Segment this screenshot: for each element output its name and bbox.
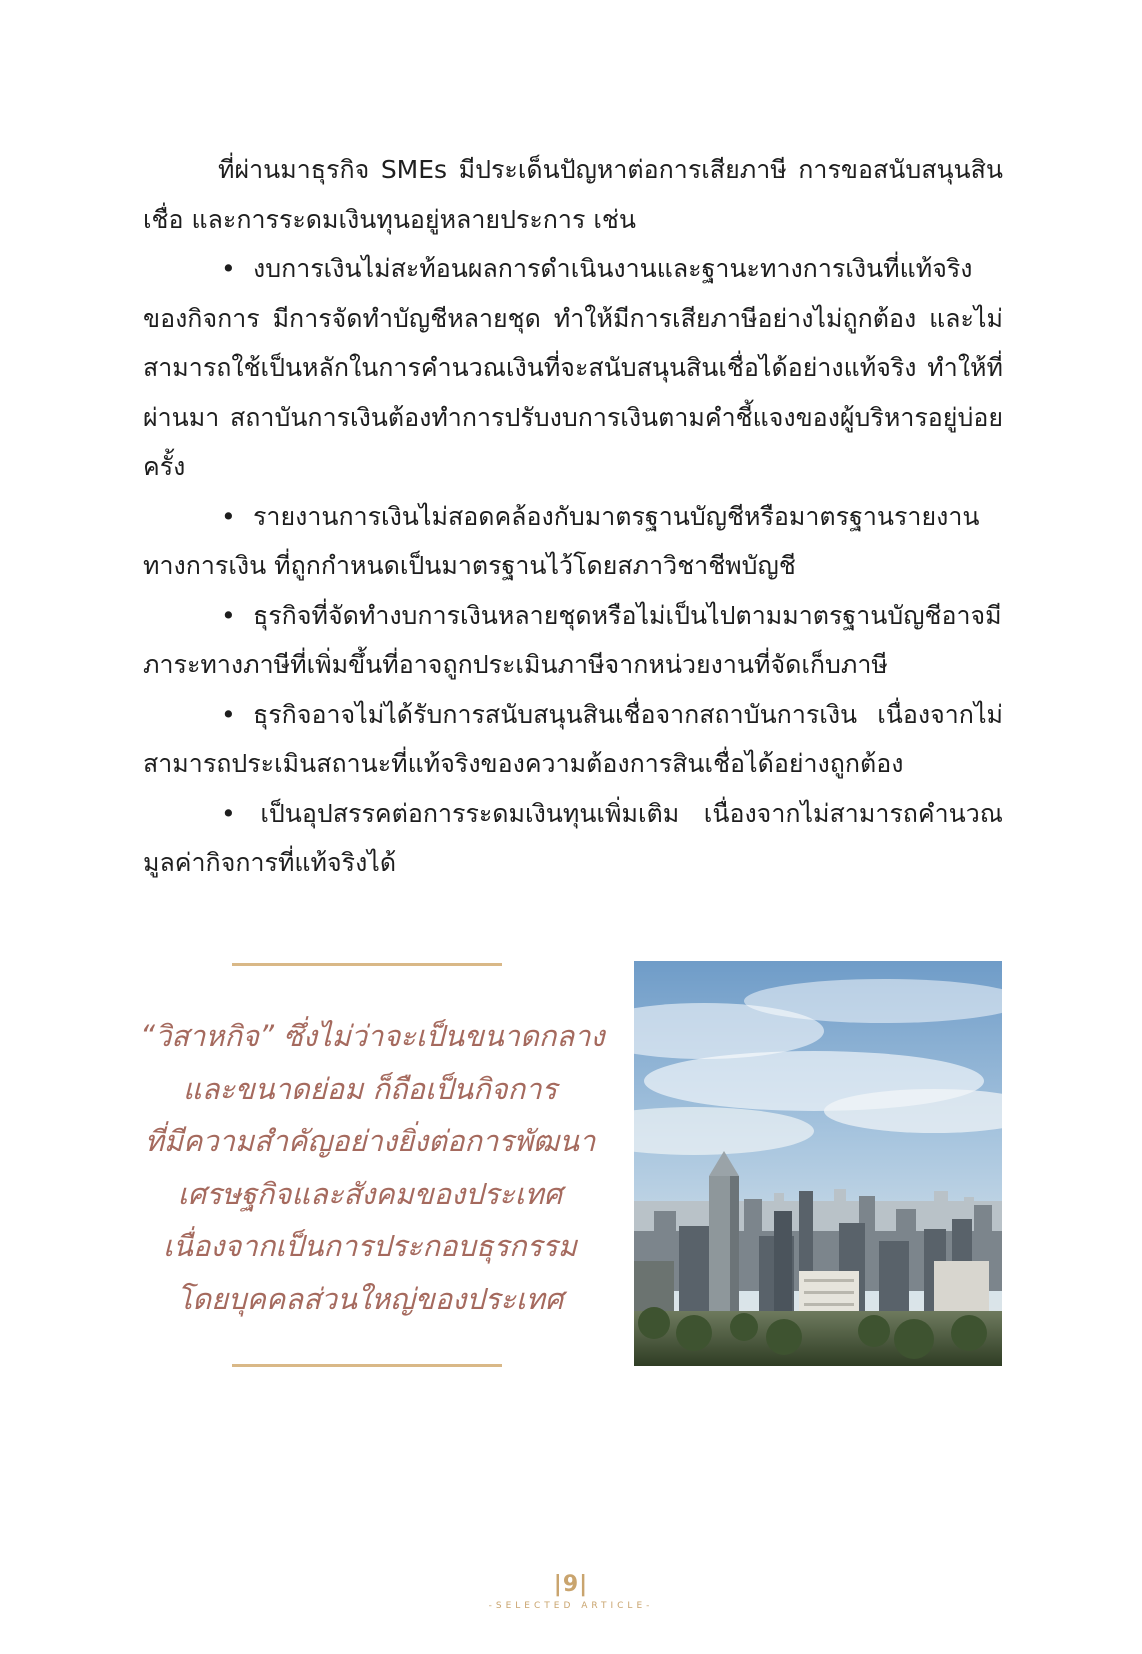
pull-quote-line: “วิสาหกิจ” ซึ่งไม่ว่าจะเป็นขนาดกลาง <box>140 1019 605 1053</box>
pull-quote-rule-top <box>232 963 502 966</box>
bullet-mark: • <box>221 798 236 828</box>
city-skyline-photo <box>634 961 1002 1366</box>
pull-quote-line: โดยบุคคลส่วนใหญ่ของประเทศ <box>176 1281 564 1316</box>
bullet-mark: • <box>221 600 236 630</box>
bullet-mark: • <box>221 699 236 729</box>
pull-quote-line: และขนาดย่อม ก็ถือเป็นกิจการ <box>182 1071 558 1106</box>
pull-quote <box>140 1010 605 1325</box>
bullet-mark: • <box>221 501 236 531</box>
bullet-item-5: • เป็นอุปสรรคต่อการระดมเงินทุนเพิ่มเติม เนื่องจากไม่สามารถคำนวณมูลค่ากิจการที่แท้จริงได้ <box>143 798 1004 877</box>
page-number: |9| <box>553 1572 589 1597</box>
bullet-mark: • <box>221 254 236 283</box>
bullet-item-1: • งบการเงินไม่สะท้อนผลการดำเนินงานและฐานะทางการเงินที่แท้จริงของกิจการ มีการจัดทำบัญชีหลายชุด ทำให้มีการเสียภาษีอย่างไม่ถูกต้อง และไม่สามารถใช้เป็นหลักในการคำนวณเงินที่จะสนับสนุนสินเชื่อได้อย่างแท้จริง ทำให้ที่ผ่านมา สถาบันการเงินต้องทำการปรับงบการเงินตามคำชี้แจงของผู้บริหารอยู่บ่อยครั้ง <box>143 244 1003 492</box>
pull-quote-line: เศรษฐกิจและสังคมของประเทศ <box>177 1176 563 1211</box>
bullet-item-3: • ธุรกิจที่จัดทำงบการเงินหลายชุดหรือไม่เป็นไปตามมาตรฐานบัญชีอาจมีภาระทางภาษีที่เพิ่มขึ้นที่อาจถูกประเมินภาษีจากหน่วยงานที่จัดเก็บภาษี <box>143 591 1003 690</box>
pull-quote-line: เนื่องจากเป็นการประกอบธุรกรรม <box>163 1229 577 1263</box>
footer-label: -SELECTED ARTICLE- <box>488 1601 654 1611</box>
pull-quote-rule-bottom <box>232 1364 502 1367</box>
pull-quote-line: ที่มีความสำคัญอย่างยิ่งต่อการพัฒนา <box>144 1124 596 1158</box>
article-body <box>143 145 1003 888</box>
bullet-item-4: • ธุรกิจอาจไม่ได้รับการสนับสนุนสินเชื่อจากสถาบันการเงิน เนื่องจากไม่สามารถประเมินสถานะที่แท้จริงของความต้องการสินเชื่อได้อย่างถูกต้อง <box>143 690 1003 789</box>
intro-paragraph: ที่ผ่านมาธุรกิจ SMEs มีประเด็นปัญหาต่อการเสียภาษี การขอสนับสนุนสินเชื่อ และการระดมเงินทุนอยู่หลายประการ เช่น <box>143 155 1003 234</box>
bullet-item-2: • รายงานการเงินไม่สอดคล้องกับมาตรฐานบัญชีหรือมาตรฐานรายงานทางการเงิน ที่ถูกกำหนดเป็นมาตรฐานไว้โดยสภาวิชาชีพบัญชี <box>143 492 1003 591</box>
